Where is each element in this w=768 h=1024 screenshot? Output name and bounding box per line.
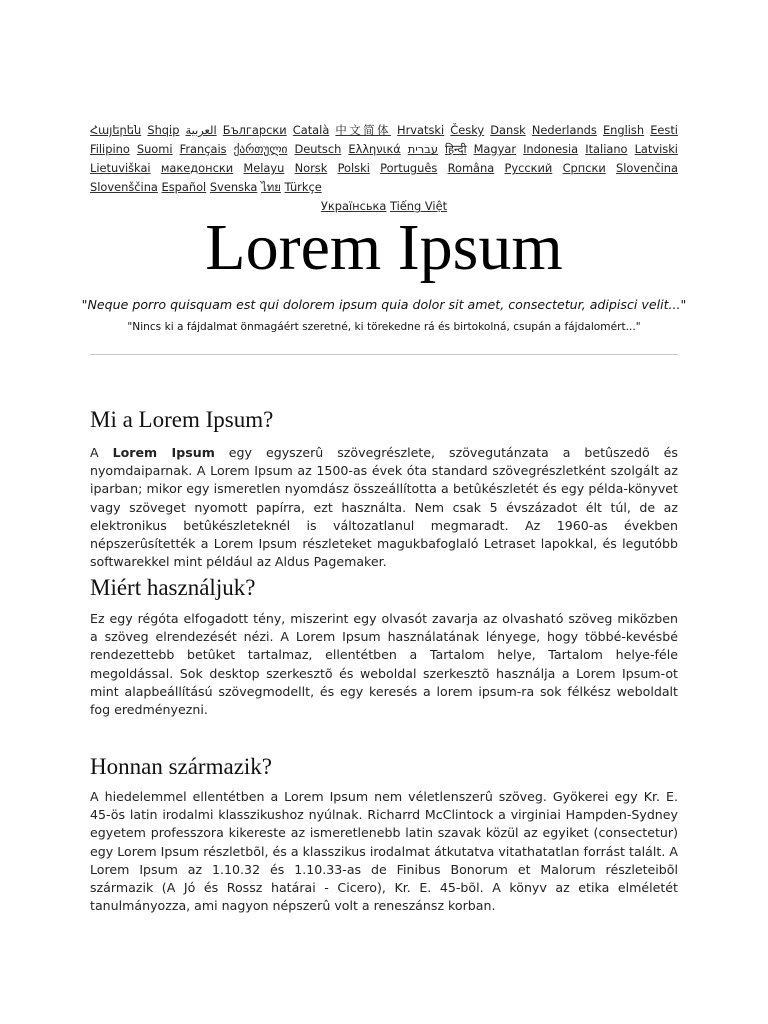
language-link[interactable]: العربية — [185, 123, 217, 137]
language-link[interactable]: Româna — [447, 161, 495, 175]
language-link[interactable]: 中文简体 — [335, 123, 391, 137]
language-link[interactable]: Polski — [337, 161, 370, 175]
page-title: Lorem Ipsum — [205, 211, 563, 284]
language-link[interactable]: Português — [380, 161, 438, 175]
section-heading-where: Honnan származik? — [90, 754, 273, 779]
language-link[interactable]: ქართული — [233, 142, 288, 156]
language-link[interactable]: Türkçe — [284, 180, 322, 194]
language-link[interactable]: Magyar — [473, 142, 517, 156]
language-link[interactable]: Українська — [320, 199, 387, 213]
language-link[interactable]: Pусский — [504, 161, 553, 175]
language-link[interactable]: Dansk — [490, 123, 526, 137]
language-link[interactable]: Català — [292, 123, 330, 137]
language-link[interactable]: English — [602, 123, 645, 137]
language-link[interactable]: हिन्दी — [445, 142, 467, 156]
language-link[interactable]: Suomi — [136, 142, 173, 156]
language-link[interactable]: Česky — [450, 123, 485, 137]
language-link[interactable]: Filipino — [90, 142, 130, 156]
language-link[interactable]: עברית — [407, 142, 438, 156]
language-link[interactable]: Lietuviškai — [90, 161, 151, 175]
bold-term: Lorem Ipsum — [112, 445, 215, 460]
language-link[interactable]: Svenska — [209, 180, 258, 194]
language-link[interactable]: Norsk — [294, 161, 328, 175]
language-link[interactable]: Hrvatski — [397, 123, 445, 137]
language-link[interactable]: Italiano — [585, 142, 628, 156]
section-paragraph-where: A hiedelemmel ellentétben a Lorem Ipsum nem véletlenszerû szöveg. Gyökerei egy Kr. E. 45-ös latin irodalmi klasszikushoz nyúlnak. Richarrd McClintock a virginiai Hampden-Sydney egyetem professzora kikereste az ismeretlenebb latin szavak közül az egyiket (consectetur) egy Lorem Ipsum részletbõl, és a klasszikus irodalmat átkutatva vitathatatlan forrást talált. A Lorem Ipsum az 1.10.32 és 1.10.33-as de Finibus Bonorum et Malorum részleteibõl származik (A Jó és Rossz határai - Cicero), Kr. E. 45-bõl. A könyv az etika elméletét tanulmányozza, ami nagyon népszerû volt a reneszánsz korban. — [90, 789, 678, 914]
language-link[interactable]: Melayu — [243, 161, 285, 175]
section-paragraph-what — [90, 444, 678, 571]
language-link[interactable]: Nederlands — [531, 123, 597, 137]
language-link[interactable]: Ελληνικά — [348, 142, 401, 156]
language-link[interactable]: Српски — [562, 161, 606, 175]
language-link[interactable]: ไทย — [261, 180, 281, 194]
language-link[interactable]: Български — [222, 123, 287, 137]
language-link[interactable]: Deutsch — [294, 142, 342, 156]
language-link[interactable]: Latviski — [634, 142, 678, 156]
language-link[interactable]: Slovenščina — [90, 180, 158, 194]
section-paragraph-why: Ez egy régóta elfogadott tény, miszerint egy olvasót zavarja az olvasható szöveg miközben a szöveg elrendezését nézi. A Lorem Ipsum használatának lényege, hogy többé-kevésbé rendezettebb betûket tartalmaz, ellentétben a Tartalom helye, Tartalom helye-féle megoldással. Sok desktop szerkesztõ és weboldal szerkesztõ használja a Lorem Ipsum-ot mint alapbeállítású szövegmodellt, és egy keresés a lorem ipsum-ra sok félkész weboldalt fog eredményezni. — [90, 611, 678, 718]
language-link[interactable]: Tiếng Việt — [390, 199, 448, 213]
section-heading-what: Mi a Lorem Ipsum? — [90, 407, 274, 432]
language-link[interactable]: Indonesia — [523, 142, 579, 156]
language-link[interactable]: македонски — [160, 161, 234, 175]
paragraph-body: egy egyszerû szövegrészlete, szövegutánzata a betûszedõ és nyomdaiparnak. A Lorem Ipsum az 1500-as évek óta standard szövegrészletként szolgált az iparban; mikor egy ismeretlen nyomdász összeállította a betûkészletét és egy példa-könyvet vagy szöveget nyomott papírra, ezt használta. Nem csak 5 évszázadot élt túl, de az elektronikus betûkészleteknél is változatlanul megmaradt. Az 1960-as években népszerûsítették a Lorem Ipsum részleteket magukbafoglaló Letraset lapokkal, és legutóbb softwarekkel mint például az Aldus Pagemaker. — [90, 445, 678, 570]
quote-hungarian: "Nincs ki a fájdalmat önmagáért szeretné, ki törekedne rá és birtokolná, csupán a fájdalomért..." — [127, 321, 641, 333]
paragraph-intro: A — [90, 445, 113, 460]
language-list — [90, 123, 678, 194]
quote-english: "Neque porro quisquam est qui dolorem ipsum quia dolor sit amet, consectetur, adipisci velit..." — [81, 297, 687, 312]
section-heading-why: Miért használjuk? — [90, 575, 256, 600]
language-link[interactable]: Eesti — [650, 123, 678, 137]
language-link[interactable]: Français — [179, 142, 227, 156]
language-link[interactable]: Español — [161, 180, 207, 194]
divider — [90, 354, 678, 355]
language-link[interactable]: Slovenčina — [616, 161, 678, 175]
language-selector — [90, 121, 678, 216]
language-link[interactable]: Հայերեն — [90, 123, 142, 137]
language-link[interactable]: Shqip — [147, 123, 180, 137]
